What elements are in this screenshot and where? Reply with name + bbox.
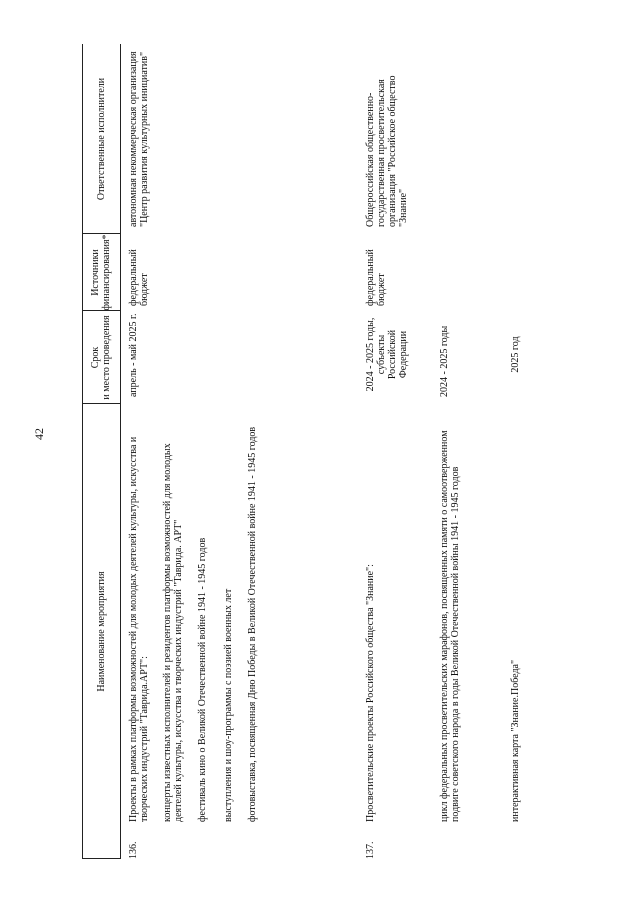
row-136-item-shows: выступления и шоу-программы с поэзией военных лет [223,588,234,822]
row-136-item-photo-exhibition: фотовыставка, посвященная Дню Победы в Великой Отечественной войне 1941 - 1945 годов [247,426,258,822]
row-137-source: федеральный бюджет [365,249,387,306]
row-136-number: 136. [128,841,139,859]
header-responsible: Ответственные исполнители [95,77,107,201]
header-sources: Источники финансирования* [90,234,112,311]
page-number: 42 [32,428,46,440]
row-137-item-marathons: цикл федеральных просветительских марафонов, посвященных памяти о самоотверженном подвиге советского народа в годы Великой Отечественной войны 1941 - 1945 годов [439,430,461,822]
row-137-item-marathons-term: 2024 - 2025 годы [439,325,450,397]
row-137-item-map: интерактивная карта "Знание.Победа" [510,659,521,822]
row-137-responsible: Общероссийская общественно-государственная просветительская организация "Российское общество "Знание" [365,75,409,227]
header-name: Наименование мероприятия [95,571,107,692]
header-term: Срок и место проведения [90,315,112,400]
row-137-term: 2024 - 2025 годы, субъекты Российской Федерации [365,317,409,392]
document-table [82,44,640,859]
header-bottom-rule [120,44,121,859]
row-136-item-concerts: концерты известных исполнителей и резидентов платформы возможностей для молодых деятелей культуры, искусства и творческих индустрий "Таврида. АРТ" [162,443,184,822]
row-136-source: федеральный бюджет [128,249,150,306]
row-137-item-map-term: 2025 год [510,336,521,373]
row-136-item-film-festival: фестиваль кино о Великой Отечественной войне 1941 - 1945 годов [197,537,208,822]
row-136-title: Проекты в рамках платформы возможностей для молодых деятелей культуры, искусства и творческих индустрий "Таврида.АРТ": [128,436,150,822]
row-137-title: Просветительские проекты Российского общества "Знание": [365,564,376,822]
row-136-term: апрель - май 2025 г. [128,313,139,397]
row-137-number: 137. [365,841,376,859]
row-136-responsible: автономная некоммерческая организация "Центр развития культурных инициатив" [128,51,150,227]
